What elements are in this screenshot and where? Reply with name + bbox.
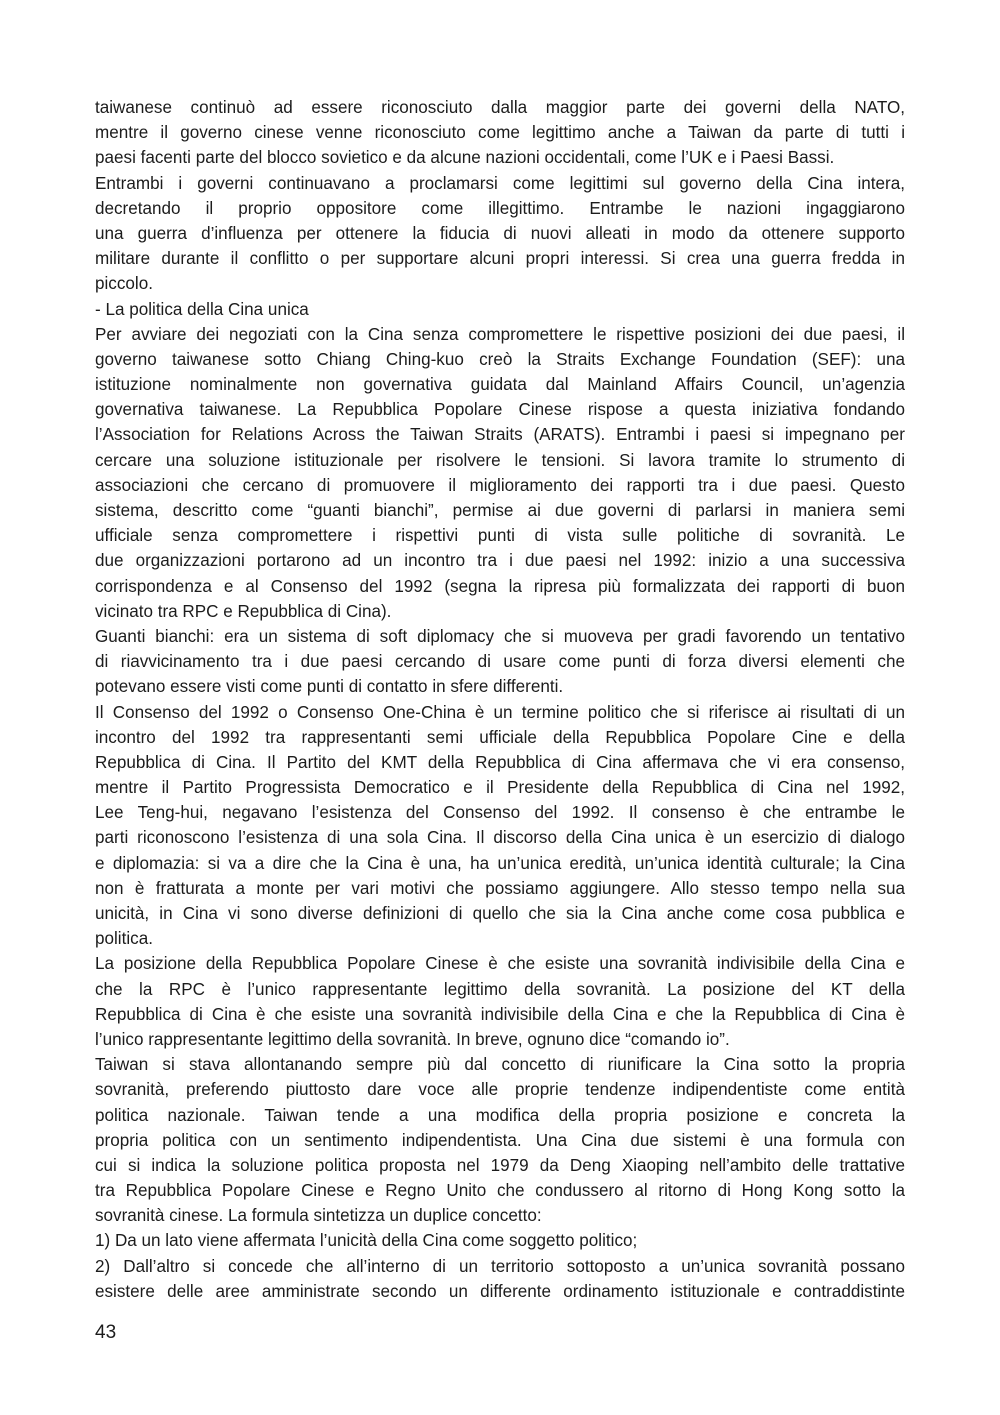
text-line: incontro del 1992 tra rappresentanti semi ufficiale della Repubblica Popolare Cine e della <box>95 727 905 747</box>
text-line: corrispondenza e al Consenso del 1992 (segna la ripresa più formalizzata dei rapporti di buon <box>95 576 905 596</box>
text-line: l’unico rappresentante legittimo della sovranità. In breve, ognuno dice “comando io”. <box>95 1029 730 1049</box>
text-line: militare durante il conflitto o per supportare alcuni propri interessi. Si crea una guerra fredda in <box>95 249 905 269</box>
text-line: non è fratturata a monte per vari motivi che possiamo aggiungere. Allo stesso tempo nella sua <box>95 878 905 898</box>
text-line: propria politica con un sentimento indipendentista. Una Cina due sistemi è una formula con <box>95 1130 905 1150</box>
text-line: taiwanese continuò ad essere riconosciuto dalla maggior parte dei governi della NATO, <box>95 98 905 117</box>
text-line: cercare una soluzione istituzionale per risolvere le tensioni. Si lavora tramite lo strumento di <box>95 450 905 470</box>
text-line: parti riconoscono l’esistenza di una sola Cina. Il discorso della Cina unica è un esercizio di dialogo <box>95 828 905 848</box>
text-line: Entrambi i governi continuavano a proclamarsi come legittimi sul governo della Cina intera, <box>95 173 905 193</box>
text-line: governativa taiwanese. La Repubblica Popolare Cinese rispose a questa iniziativa fondando <box>95 400 905 420</box>
text-line: due organizzazioni portarono ad un incontro tra i due paesi nel 1992: inizio a una successiva <box>95 551 905 571</box>
text-line: mentre il Partito Progressista Democratico e il Presidente della Repubblica di Cina nel 1992, <box>95 778 905 798</box>
text-line: che la RPC è l’unico rappresentante legittimo della sovranità. La posizione del KT della <box>95 979 905 999</box>
text-line: piccolo. <box>95 274 153 294</box>
text-line: istituzione nominalmente non governativa guidata dal Mainland Affairs Council, un’agenzia <box>95 375 905 395</box>
text-line: sistema, descritto come “guanti bianchi”, permise ai due governi di parlarsi in maniera semi <box>95 501 905 520</box>
text-line: potevano essere visti come punti di contatto in sfere differenti. <box>95 677 564 697</box>
text-line: Repubblica di Cina. Il Partito del KMT della Repubblica di Cina affermava che vi era consenso, <box>95 752 905 772</box>
text-line: vicinato tra RPC e Repubblica di Cina). <box>95 601 392 621</box>
text-line: Guanti bianchi: era un sistema di soft diplomacy che si muoveva per gradi favorendo un tentativo <box>95 626 905 646</box>
text-line: governo taiwanese sotto Chiang Ching-kuo creò la Straits Exchange Foundation (SEF): una <box>95 349 905 369</box>
text-line: unicità, in Cina vi sono diverse definizioni di quello che sia la Cina anche come cosa pubblica e <box>95 904 905 923</box>
text-line: sovranità, preferendo piuttosto dare voce alle proprie tendenze indipendentiste come entità <box>95 1080 905 1100</box>
text-line: paesi facenti parte del blocco sovietico e da alcune nazioni occidentali, come l’UK e i Paesi Bassi. <box>95 148 835 168</box>
text-line: Taiwan si stava allontanando sempre più dal concetto di riunificare la Cina sotto la propria <box>95 1055 905 1075</box>
text-line: e diplomazia: si va a dire che la Cina è una, ha un’unica eredità, un’unica identità culturale; la Cina <box>95 853 905 873</box>
text-line: di riavvicinamento tra i due paesi cercando di usare come punti di forza diversi elementi che <box>95 652 905 672</box>
text-line: - La politica della Cina unica <box>95 299 309 319</box>
text-line: 1) Da un lato viene affermata l’unicità della Cina come soggetto politico; <box>95 1231 638 1251</box>
text-line: Lee Teng-hui, negavano l’esistenza del Consenso del 1992. Il consenso è che entrambe le <box>95 803 905 823</box>
text-line: politica. <box>95 929 153 949</box>
text-line: mentre il governo cinese venne riconosciuto come legittimo anche a Taiwan da parte di tutti i <box>95 123 905 143</box>
text-line: politica nazionale. Taiwan tende a una modifica della propria posizione e concreta la <box>95 1105 905 1125</box>
text-line: l’Association for Relations Across the Taiwan Straits (ARATS). Entrambi i paesi si impegnano per <box>95 425 905 445</box>
text-line: ufficiale senza compromettere i rispettivi punti di vista sulle politiche di sovranità. Le <box>95 526 905 546</box>
text-line: cui si indica la soluzione politica proposta nel 1979 da Deng Xiaoping nell’ambito delle trattative <box>95 1155 905 1175</box>
body-text <box>95 95 905 1304</box>
text-line: Repubblica di Cina è che esiste una sovranità indivisibile della Cina e che la Repubblica di Cina è <box>95 1004 905 1024</box>
text-line: sovranità cinese. La formula sintetizza un duplice concetto: <box>95 1206 542 1226</box>
text-line: tra Repubblica Popolare Cinese e Regno Unito che condussero al ritorno di Hong Kong sotto la <box>95 1181 905 1201</box>
text-line: esistere delle aree amministrate secondo un differente ordinamento istituzionale e contraddistinte <box>95 1281 905 1301</box>
text-line: 2) Dall’altro si concede che all’interno di un territorio sottoposto a un’unica sovranità possano <box>95 1256 905 1276</box>
text-line: Per avviare dei negoziati con la Cina senza compromettere le rispettive posizioni dei due paesi, il <box>95 324 905 344</box>
text-line: associazioni che cercano di promuovere il miglioramento dei rapporti tra i due paesi. Questo <box>95 475 905 495</box>
page-number: 43 <box>95 1322 117 1343</box>
text-line: La posizione della Repubblica Popolare Cinese è che esiste una sovranità indivisibile della Cina e <box>95 954 905 974</box>
text-line: una guerra d’influenza per ottenere la fiducia di nuovi alleati in modo da ottenere supporto <box>95 223 905 243</box>
text-line: Il Consenso del 1992 o Consenso One-China è un termine politico che si riferisce ai risultati di un <box>95 702 905 722</box>
text-line: decretando il proprio oppositore come illegittimo. Entrambe le nazioni ingaggiarono <box>95 198 905 218</box>
